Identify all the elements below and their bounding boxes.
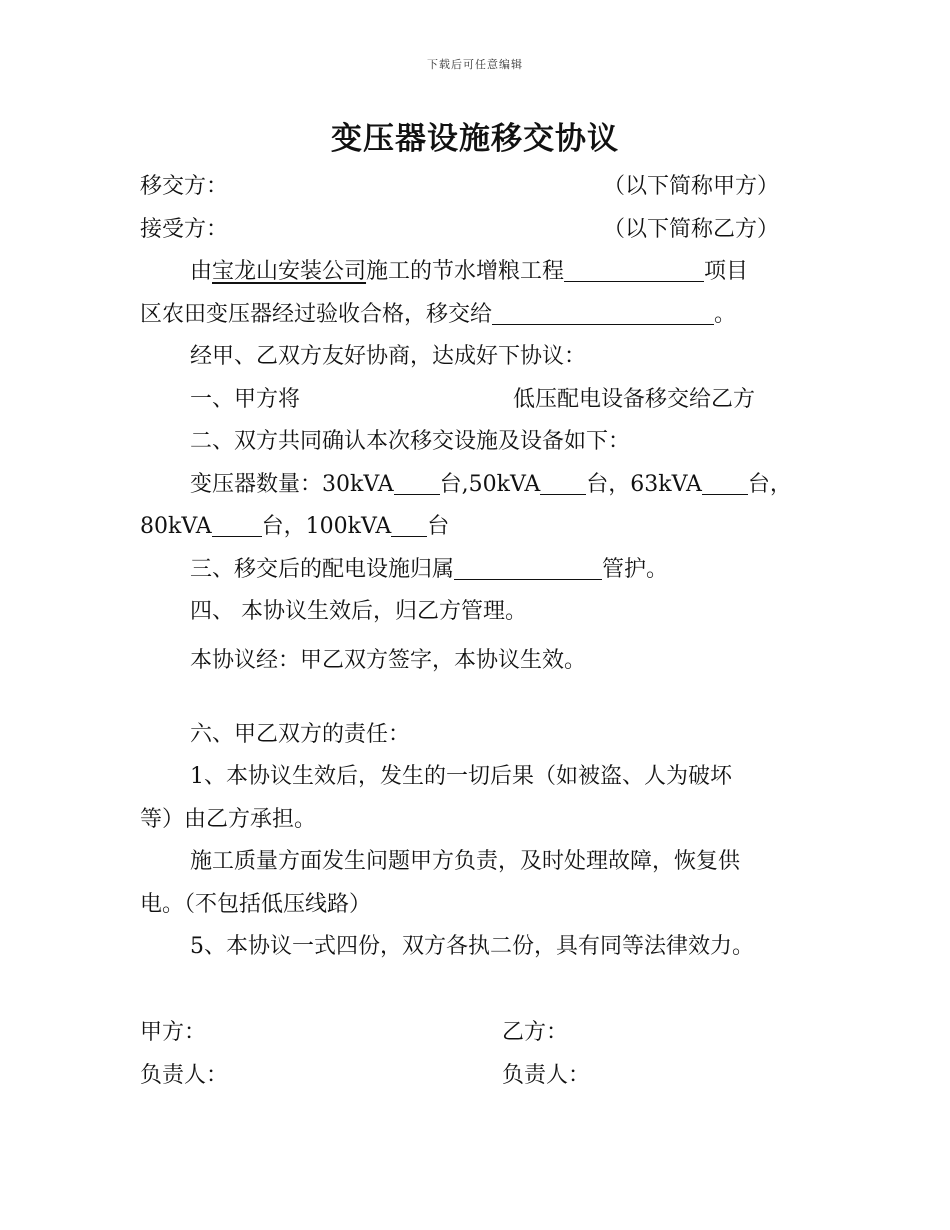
document-title: 变压器设施移交协议	[331, 121, 619, 157]
intro-transfer-text: 区农田变压器经过验收合格，移交给	[140, 302, 493, 327]
transformer-label: 变压器数量：	[190, 472, 323, 497]
effective-clause: 本协议经：甲乙双方签字，本协议生效。	[190, 648, 587, 673]
t63-label: 63kVA	[630, 472, 702, 497]
t30-label: 30kVA	[322, 472, 394, 497]
intro-project-suffix: 项目	[704, 259, 749, 284]
t30-blank	[394, 470, 440, 495]
receiver-abbr: （以下简称乙方）	[603, 217, 780, 242]
t63-unit: 台，	[747, 472, 792, 497]
intro-prefix: 由	[190, 259, 213, 284]
party-b-signature: 乙方：	[502, 1020, 569, 1045]
item-3-suffix: 管护。	[602, 557, 669, 582]
t50-label: 50kVA	[468, 472, 541, 497]
item-3	[190, 555, 668, 585]
item-6: 六、甲乙双方的责任：	[190, 722, 411, 747]
company-name: 宝龙山安装公司	[212, 259, 367, 284]
t80-unit: 台，	[261, 514, 306, 539]
transformer-line-1	[190, 470, 792, 500]
t100-unit: 台	[427, 514, 450, 539]
item-1-text: 低压配电设备移交给乙方	[513, 387, 756, 412]
responsibility-2b: 电。（不包括低压线路）	[140, 892, 372, 917]
ownership-blank	[454, 555, 602, 580]
transferor-label: 移交方：	[140, 174, 229, 199]
t50-unit: 台，	[586, 472, 631, 497]
t100-blank	[391, 512, 427, 537]
item-2: 二、双方共同确认本次移交设施及设备如下：	[190, 429, 631, 454]
transformer-line-2	[140, 512, 449, 542]
receiver-blank	[492, 300, 714, 325]
transferor-abbr: （以下简称甲方）	[603, 174, 780, 199]
agreement-line: 经甲、乙双方友好协商，达成好下协议：	[190, 344, 587, 369]
intro-line-1	[190, 257, 748, 287]
t80-blank	[212, 512, 262, 537]
party-a-signature: 甲方：	[140, 1020, 207, 1045]
responsibility-1b: 等）由乙方承担。	[140, 807, 317, 832]
responsibility-2a: 施工质量方面发生问题甲方负责，及时处理故障，恢复供	[190, 849, 741, 874]
responsibility-1a: 1、本协议生效后，发生的一切后果（如被盗、人为破坏	[190, 764, 732, 789]
item-3-text: 三、移交后的配电设施归属	[190, 557, 455, 582]
person-a-signature: 负责人：	[140, 1063, 229, 1088]
t100-label: 100kVA	[305, 514, 392, 539]
t30-unit: 台,	[439, 472, 469, 497]
intro-line-2	[140, 300, 736, 330]
item-1-prefix: 一、甲方将	[190, 387, 301, 412]
responsibility-5: 5、本协议一式四份，双方各执二份，具有同等法律效力。	[190, 934, 754, 959]
t80-label: 80kVA	[140, 514, 212, 539]
intro-end: 。	[714, 302, 737, 327]
t63-blank	[702, 470, 748, 495]
project-blank	[564, 257, 704, 282]
item-4: 四、 本协议生效后，归乙方管理。	[190, 599, 527, 624]
receiver-label: 接受方：	[140, 217, 229, 242]
person-b-signature: 负责人：	[502, 1063, 591, 1088]
intro-project-text: 施工的节水增粮工程	[366, 259, 565, 284]
header-note: 下载后可任意编辑	[427, 58, 523, 71]
t50-blank	[540, 470, 586, 495]
